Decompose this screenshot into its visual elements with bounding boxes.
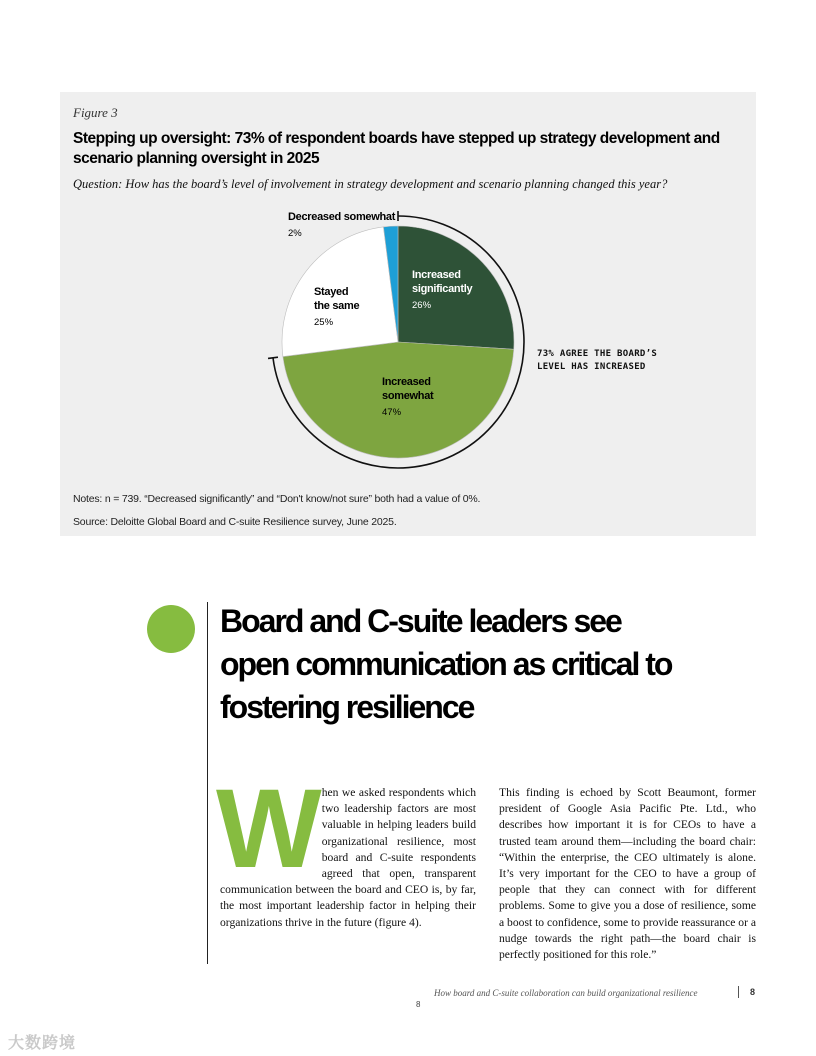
slice-pct-label: 26% — [412, 300, 432, 311]
figure-title: Stepping up oversight: 73% of respondent boards have stepped up strategy development and scenario planning oversight in 2025 — [73, 130, 720, 167]
figure-notes: Notes: n = 739. “Decreased significantly” and “Don't know/not sure” both had a value of 0%. — [73, 493, 481, 505]
body-column-2: This finding is echoed by Scott Beaumont, former president of Google Asia Pacific Pte. Ltd., who describes how important it is for CEOs to have a trusted team around them—including the board chair: “Within the enterprise, the CEO ultimately is alone. It’s very important for the CEO to have a group of people that they can connect with for different problems. Some to give you a dose of resilience, some a boost to confidence, some to provide reassurance or a nudge towards the right path—the board chair is perfectly positioned for this role.” — [499, 786, 756, 962]
figure-question: Question: How has the board’s level of involvement in strategy development and scenario planning changed this year? — [73, 177, 668, 191]
heading-line: Board and C-suite leaders see — [220, 603, 621, 639]
heading-line: fostering resilience — [220, 689, 474, 725]
slice-pct-label: 2% — [288, 228, 302, 239]
footer-title: How board and C-suite collaboration can build organizational resilience — [434, 988, 698, 998]
figure-label: Figure 3 — [73, 105, 118, 120]
footer-page-number: 8 — [750, 987, 756, 997]
section-heading — [220, 600, 780, 729]
body-text-1: hen we asked respondents which two leadership factors are most valuable in helping leaders build organizational resilience, most board and C-suite respondents agreed that open, transparent communication between the board and CEO is, by far, the most important leadership factor in helping their organizations thrive in the future (figure 4). — [220, 786, 476, 929]
section-divider — [207, 602, 208, 964]
slice-label: Increased — [382, 376, 431, 388]
slice-label: significantly — [412, 283, 473, 295]
annotation-text: 73% AGREE THE BOARD’S — [537, 349, 658, 359]
drop-cap: W — [216, 766, 314, 891]
bracket-tick-end — [268, 357, 278, 358]
footer-separator — [738, 986, 739, 998]
heading-line: open communication as critical to — [220, 646, 672, 682]
slice-label: Stayed — [314, 286, 349, 298]
slice-label: Increased — [412, 269, 461, 281]
slice-label: somewhat — [382, 390, 434, 402]
figure-source: Source: Deloitte Global Board and C-suite Resilience survey, June 2025. — [73, 516, 397, 528]
slice-pct-label: 25% — [314, 317, 334, 328]
slice-pct-label: 47% — [382, 407, 402, 418]
section-bullet-circle — [147, 605, 195, 653]
figure-panel — [60, 92, 756, 536]
body-column-1 — [216, 766, 476, 931]
annotation-text: LEVEL HAS INCREASED — [537, 362, 646, 372]
watermark: 大数跨境 — [8, 1035, 77, 1052]
page-number: 8 — [416, 1000, 421, 1009]
pie-chart — [60, 92, 756, 492]
slice-label: Decreased somewhat — [288, 211, 396, 223]
slice-label: the same — [314, 300, 360, 312]
